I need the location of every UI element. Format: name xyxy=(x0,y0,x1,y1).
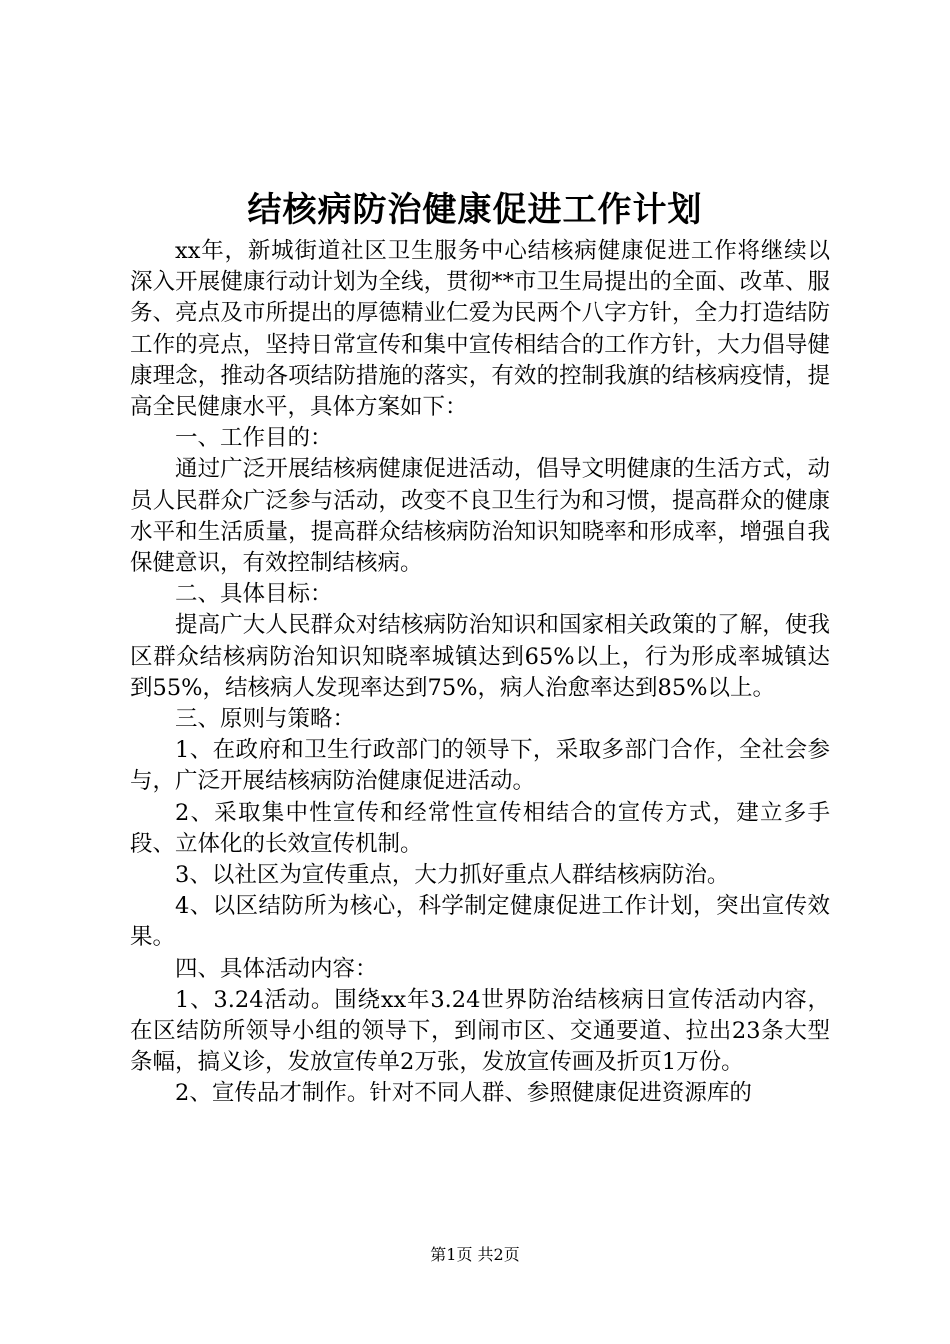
document-title: 结核病防治健康促进工作计划 xyxy=(247,190,703,230)
list-item-principle-3: 3、以社区为宣传重点，大力抓好重点人群结核病防治。 xyxy=(175,862,730,889)
paragraph-purpose: 通过广泛开展结核病健康促进活动，倡导文明健康的生活方式，动员人民群众广泛参与活动，改变不良卫生行为和习惯，提高群众的健康水平和生活质量，提高群众结核病防治知识知晓率和形成率，增强自我保健意识，有效控制结核病。 xyxy=(130,456,830,577)
list-item-principle-4: 4、以区结防所为核心，科学制定健康促进工作计划，突出宣传效果。 xyxy=(130,893,830,951)
list-item-activity-1: 1、3.24活动。围绕xx年3.24世界防治结核病日宣传活动内容，在区结防所领导小组的领导下，到闹市区、交通要道、拉出23条大型条幅，搞义诊，发放宣传单2万张，发放宣传画及折页1万份。 xyxy=(130,986,830,1076)
document-body xyxy=(130,236,830,1110)
section-heading-principles: 三、原则与策略： xyxy=(175,706,356,733)
section-heading-goals: 二、具体目标： xyxy=(175,581,333,608)
section-heading-purpose: 一、工作目的： xyxy=(175,425,333,452)
paragraph-goals: 提高广大人民群众对结核病防治知识和国家相关政策的了解，使我区群众结核病防治知识知晓率城镇达到65%以上，行为形成率城镇达到55%，结核病人发现率达到75%，病人治愈率达到85%以上。 xyxy=(130,612,830,701)
list-item-activity-2: 2、宣传品才制作。针对不同人群、参照健康促进资源库的 xyxy=(175,1080,752,1107)
section-heading-activities: 四、具体活动内容： xyxy=(175,955,378,982)
paragraph-intro: xx年，新城街道社区卫生服务中心结核病健康促进工作将继续以深入开展健康行动计划为全线，贯彻**市卫生局提出的全面、改革、服务、亮点及市所提出的厚德精业仁爱为民两个八字方针，全力打造结防工作的亮点，坚持日常宣传和集中宣传相结合的工作方针，大力倡导健康理念，推动各项结防措施的落实，有效的控制我旗的结核病疫情，提高全民健康水平，具体方案如下： xyxy=(130,238,830,421)
page-footer: 第1页 共2页 xyxy=(430,1245,520,1264)
list-item-principle-2: 2、采取集中性宣传和经常性宣传相结合的宣传方式，建立多手段、立体化的长效宣传机制。 xyxy=(130,799,830,857)
list-item-principle-1: 1、在政府和卫生行政部门的领导下，采取多部门合作，全社会参与，广泛开展结核病防治健康促进活动。 xyxy=(130,737,830,795)
